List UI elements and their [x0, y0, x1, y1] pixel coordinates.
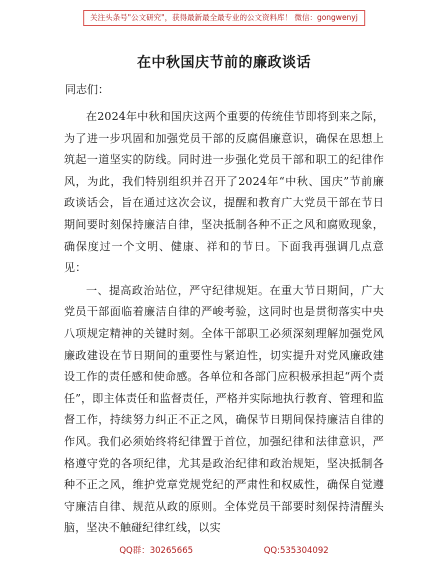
- footer-contact: [0, 544, 448, 556]
- footer-qq: QQ:535304092: [263, 546, 329, 556]
- footer-qq-group: QQ群：30265665: [119, 546, 194, 556]
- document-body: [64, 106, 384, 540]
- promo-banner: 关注头条号"公文研究"，获得最新最全最专业的公文资料库！ 微信：gongwenyj: [83, 10, 365, 26]
- document-title: 在中秋国庆节前的廉政谈话: [137, 55, 311, 71]
- paragraph-intro: 在2024年中秋和国庆这两个重要的传统佳节即将到来之际，为了进一步巩固和加强党员干部的反腐倡廉意识，确保在思想上筑起一道坚实的防线。同时进一步强化党员干部和职工的纪律作风，为此，我们特别组织并召开了2024年“中秋、国庆”节前廉政谈话会，旨在通过这次会议，提醒和教育广大党员干部在节日期间要时刻保持廉洁自律，坚决抵制各种不正之风和腐败现象，确保度过一个文明、健康、祥和的节日。下面我再强调几点意见：: [64, 110, 384, 275]
- paragraph-point-one: 一、提高政治站位，严守纪律规矩。在重大节日期间，广大党员干部面临着廉洁自律的严峻考验，这同时也是贯彻落实中央八项规定精神的关键时刻。全体干部职工必须深刻理解加强党风廉政建设在节日期间的重要性与紧迫性，切实提升对党风廉政建设工作的责任感和使命感。各单位和各部门应积极承担起“两个责任”，即主体责任和监督责任，严格并实际地执行教育、管理和监督工作，持续努力纠正不正之风，确保节日期间保持廉洁自律的作风。我们必须始终将纪律置于首位，加强纪律和法律意识，严格遵守党的各项纪律，尤其是政治纪律和政治规矩，坚决抵制各种不正之风，维护党章党规党纪的严肃性和权威性，确保自觉遵守廉洁自律、规范从政的原则。全体党员干部要时刻保持清醒头脑，坚决不触碰纪律红线，以实: [64, 283, 384, 535]
- salutation: 同志们：: [65, 83, 109, 96]
